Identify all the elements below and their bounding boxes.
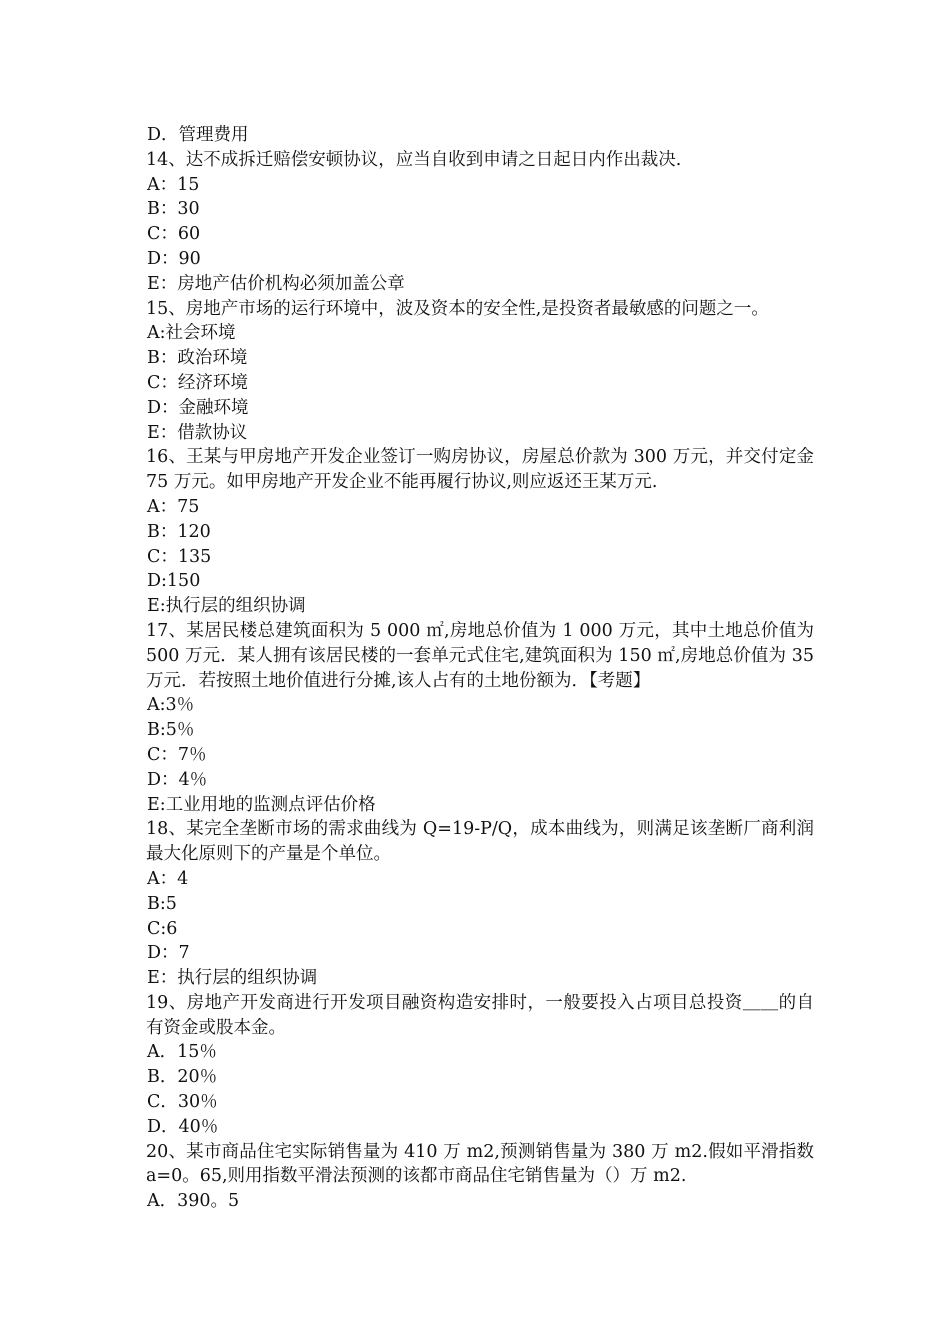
answer-option: E：借款协议 bbox=[147, 422, 248, 443]
question-text: 20、某市商品住宅实际销售量为 410 万 m2,预测销售量为 380 万 m2.假如平滑指数 a=0。65,则用指数平滑法预测的该都市商品住宅销售量为（）万 m2. bbox=[146, 1141, 820, 1187]
answer-option: D．40％ bbox=[147, 1116, 219, 1137]
question-text: 14、达不成拆迁赔偿安顿协议，应当自收到申请之日起日内作出裁决. bbox=[146, 149, 682, 170]
answer-option: B．20％ bbox=[147, 1067, 218, 1088]
answer-option: C：7％ bbox=[147, 744, 207, 765]
answer-option: E:执行层的组织协调 bbox=[147, 596, 306, 617]
answer-option: A．390。5 bbox=[147, 1191, 240, 1212]
answer-option: D:150 bbox=[147, 571, 201, 592]
answer-option: A：75 bbox=[147, 496, 200, 517]
document-body bbox=[146, 123, 820, 1214]
answer-option: E：执行层的组织协调 bbox=[147, 968, 318, 989]
answer-option: C:6 bbox=[147, 918, 178, 939]
answer-option: B：政治环境 bbox=[147, 348, 248, 369]
question-text: 16、王某与甲房地产开发企业签订一购房协议，房屋总价款为 300 万元，并交付定金 75 万元。如甲房地产开发企业不能再履行协议,则应返还王某万元. bbox=[146, 447, 820, 493]
question-text: 18、某完全垄断市场的需求曲线为 Q=19-P/Q，成本曲线为，则满足该垄断厂商利润最大化原则下的产量是个单位。 bbox=[146, 819, 814, 865]
answer-option: C：经济环境 bbox=[147, 372, 248, 393]
answer-option: D：金融环境 bbox=[147, 397, 249, 418]
answer-option: D．管理费用 bbox=[147, 125, 249, 145]
answer-option: D：90 bbox=[147, 248, 201, 269]
answer-option: D：7 bbox=[147, 943, 190, 964]
answer-option: C：135 bbox=[147, 546, 212, 567]
question-text: 17、某居民楼总建筑面积为 5 000 ㎡,房地总价值为 1 000 万元，其中土地总价值为 500 万元．某人拥有该居民楼的一套单元式住宅,建筑面积为 150 ㎡,房地总价值为 35 万元．若按照土地价值进行分摊,该人占有的土地份额为．【考题】 bbox=[146, 620, 820, 691]
answer-option: B：30 bbox=[147, 199, 200, 220]
question-text: 15、房地产市场的运行环境中，波及资本的安全性,是投资者最敏感的问题之一。 bbox=[146, 298, 769, 319]
answer-option: A．15％ bbox=[147, 1042, 217, 1063]
answer-option: C．30％ bbox=[147, 1092, 218, 1113]
answer-option: B:5％ bbox=[147, 720, 195, 741]
answer-option: A：4 bbox=[147, 868, 189, 889]
answer-option: A:社会环境 bbox=[147, 323, 236, 344]
question-text: 19、房地产开发商进行开发项目融资构造安排时，一般要投入占项目总投资＿＿的自有资金或股本金。 bbox=[146, 992, 814, 1038]
answer-option: B：120 bbox=[147, 521, 211, 542]
answer-option: A:3％ bbox=[147, 695, 195, 716]
answer-option: B:5 bbox=[147, 893, 177, 914]
answer-option: C：60 bbox=[147, 224, 201, 245]
answer-option: A：15 bbox=[147, 174, 200, 195]
answer-option: D：4％ bbox=[147, 769, 208, 790]
answer-option: E:工业用地的监测点评估价格 bbox=[147, 794, 376, 815]
answer-option: E：房地产估价机构必须加盖公章 bbox=[147, 273, 405, 294]
